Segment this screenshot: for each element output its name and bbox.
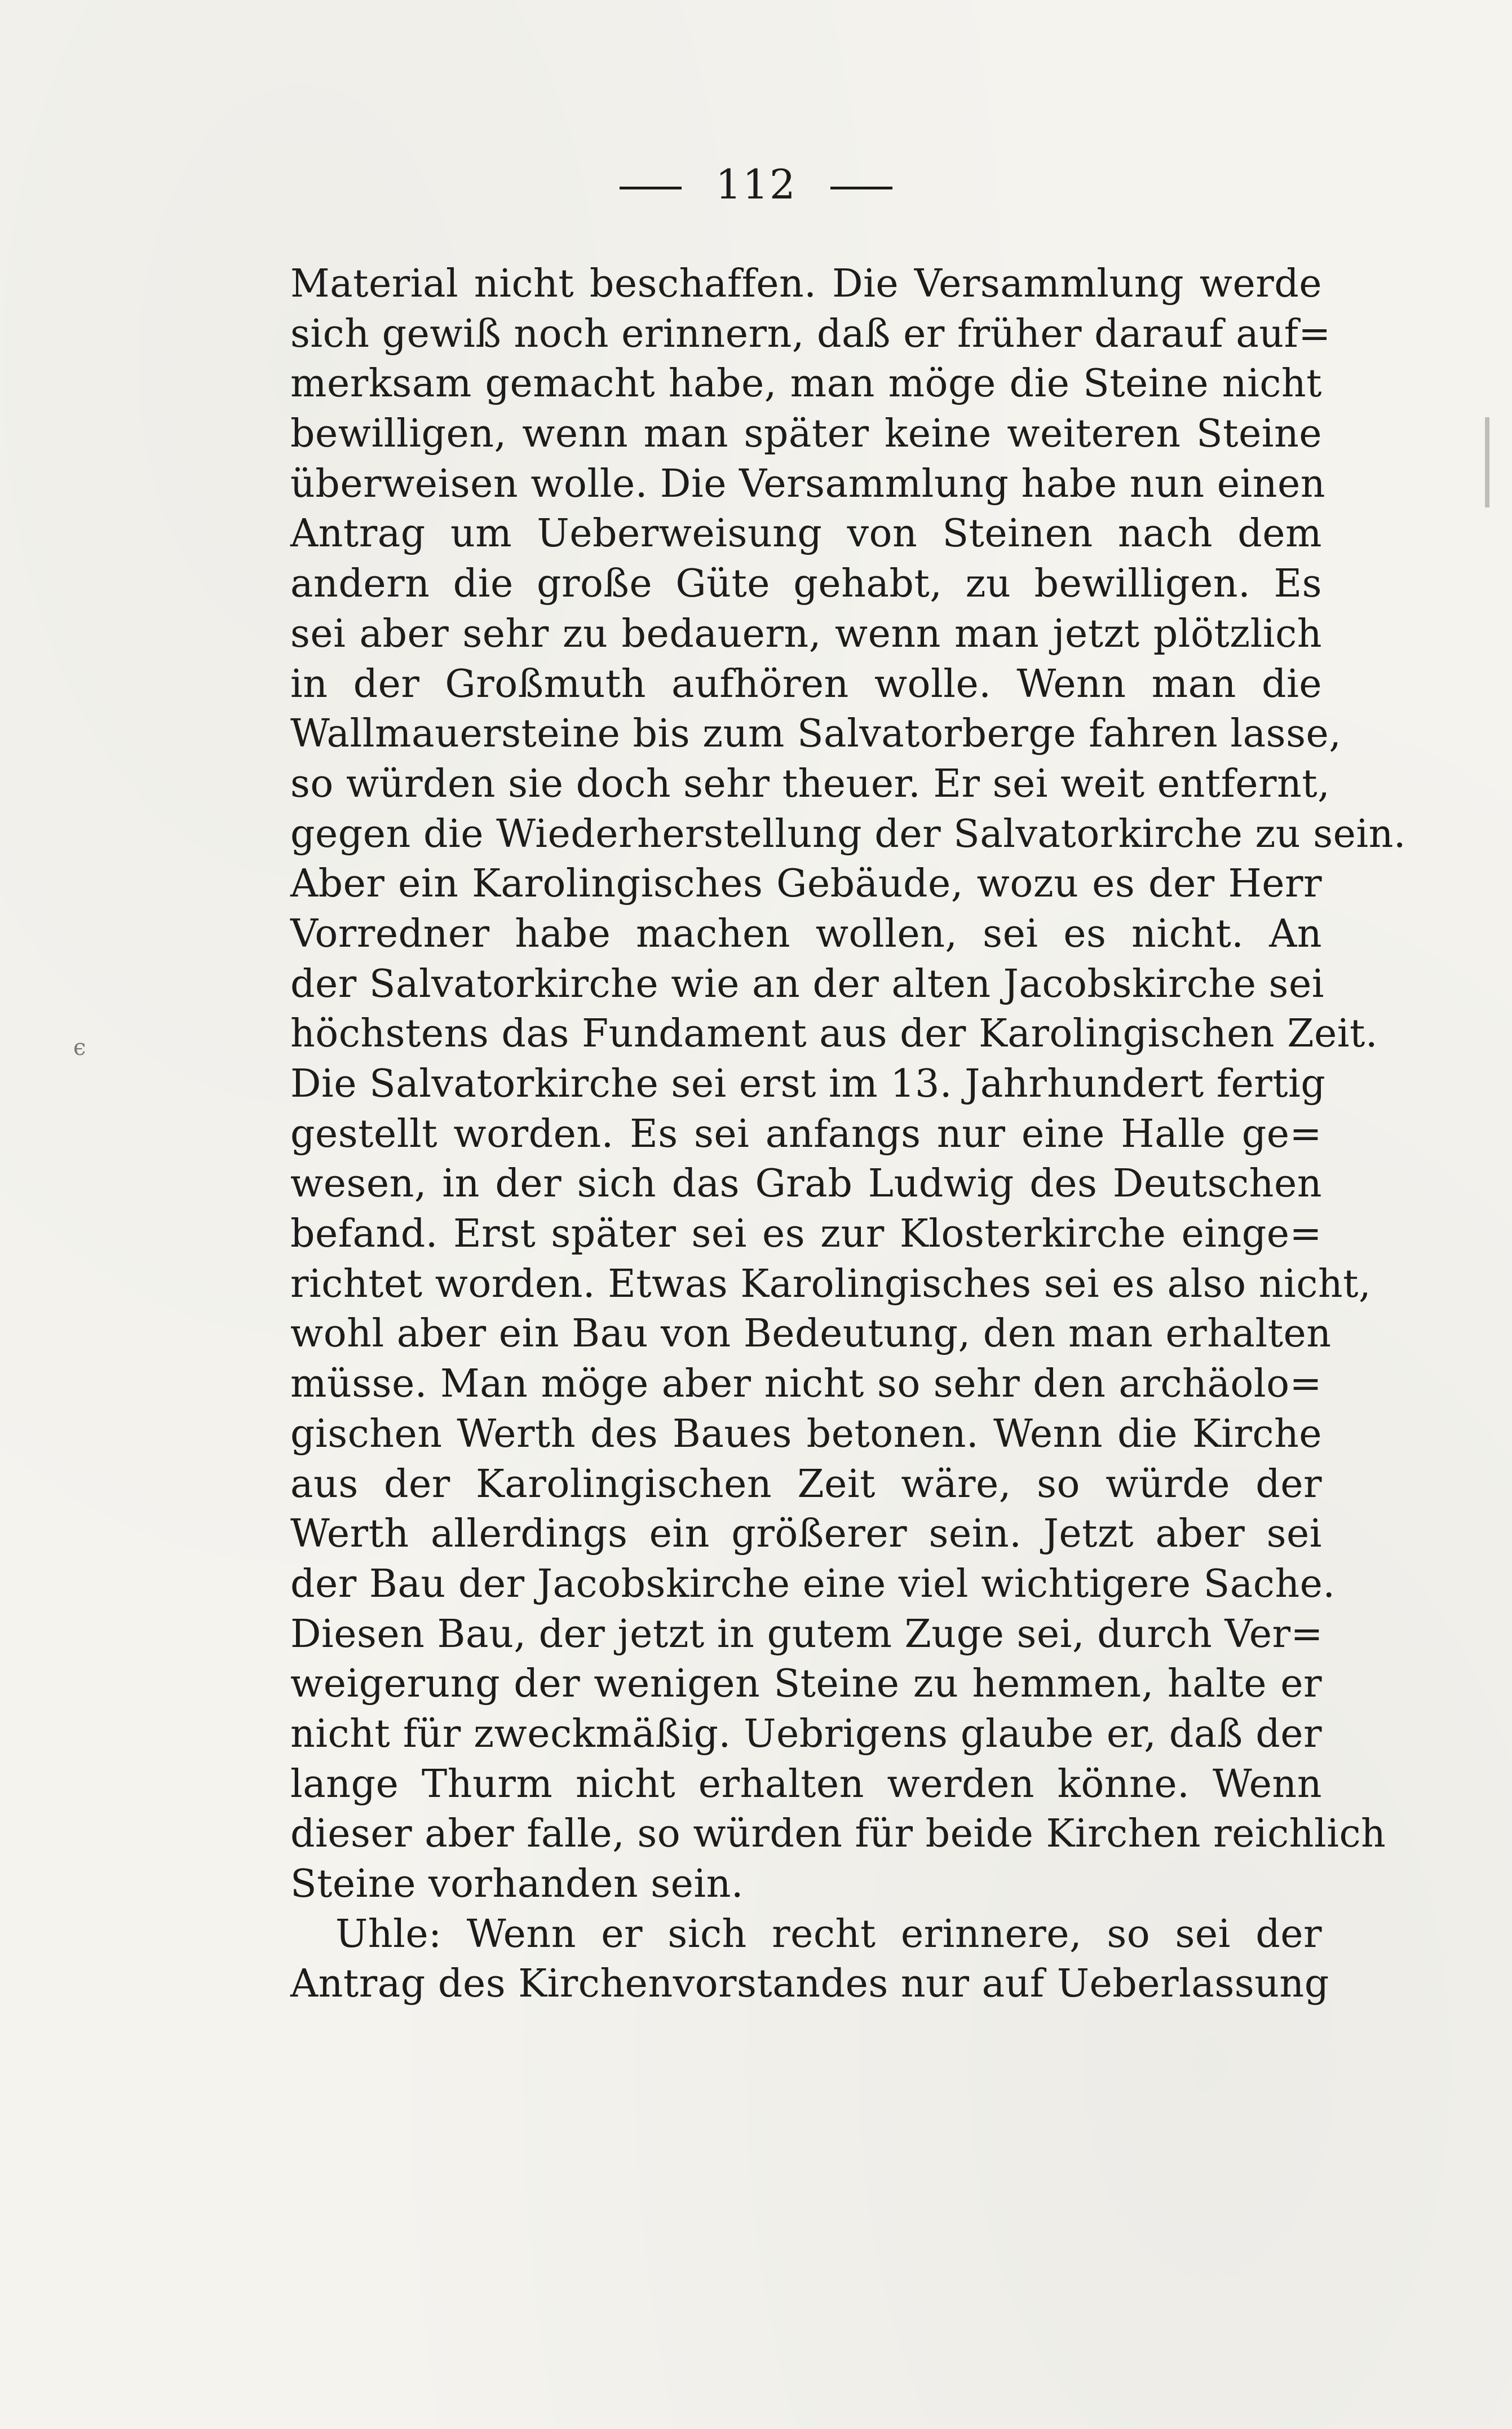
text-line: Werth allerdings ein größerer sein. Jetzt aber sei xyxy=(290,1512,1322,1557)
text-line: wesen, in der sich das Grab Ludwig des Deutschen xyxy=(290,1161,1322,1207)
text-line: Vorredner habe machen wollen, sei es nicht. An xyxy=(290,911,1322,956)
text-line: Material nicht beschaffen. Die Versammlung werde xyxy=(290,262,1322,306)
left-dash xyxy=(620,187,682,189)
right-dash xyxy=(830,187,892,189)
text-line: aus der Karolingischen Zeit wäre, so würde der xyxy=(290,1461,1322,1507)
text-line: in der Großmuth aufhören wolle. Wenn man die xyxy=(290,661,1322,706)
text-line: lange Thurm nicht erhalten werden könne. Wenn xyxy=(290,1761,1322,1807)
text-line: sich gewiß noch erinnern, daß er früher darauf auf= xyxy=(290,311,1331,356)
text-line: überweisen wolle. Die Versammlung habe nun einen xyxy=(290,461,1326,506)
body-text xyxy=(290,259,1407,2010)
text-line: gestellt worden. Es sei anfangs nur eine Halle ge= xyxy=(290,1111,1322,1156)
text-line: Uhle: Wenn er sich recht erinnere, so sei der xyxy=(335,1911,1322,1957)
text-line: der Bau der Jacobskirche eine viel wichtigere Sache. xyxy=(290,1561,1336,1606)
text-line: höchstens das Fundament aus der Karolingischen Zeit. xyxy=(290,1012,1378,1057)
page-number xyxy=(0,161,1512,208)
margin-mark: є xyxy=(73,1035,86,1061)
text-line: Steine vorhanden sein. xyxy=(290,1862,744,1906)
text-line: sei aber sehr zu bedauern, wenn man jetzt plötzlich xyxy=(290,611,1322,656)
text-line: der Salvatorkirche wie an der alten Jacobskirche sei xyxy=(290,961,1324,1006)
text-line: andern die große Güte gehabt, zu bewilligen. Es xyxy=(290,562,1322,607)
text-line: Antrag um Ueberweisung von Steinen nach dem xyxy=(290,511,1322,557)
text-line: Antrag des Kirchenvorstandes nur auf Ueberlassung xyxy=(290,1962,1329,2007)
text-line: merksam gemacht habe, man möge die Steine nicht xyxy=(290,361,1322,407)
page-number-value: 112 xyxy=(715,161,797,208)
text-line: so würden sie doch sehr theuer. Er sei weit entfernt, xyxy=(290,761,1330,806)
text-line: müsse. Man möge aber nicht so sehr den archäolo= xyxy=(290,1362,1322,1407)
text-line: Die Salvatorkirche sei erst im 13. Jahrhundert fertig xyxy=(290,1062,1326,1106)
text-line: Diesen Bau, der jetzt in gutem Zuge sei, durch Ver= xyxy=(290,1611,1324,1657)
text-line: gischen Werth des Baues betonen. Wenn die Kirche xyxy=(290,1411,1322,1456)
text-line: wohl aber ein Bau von Bedeutung, den man erhalten xyxy=(290,1311,1332,1357)
text-line: Aber ein Karolingisches Gebäude, wozu es der Herr xyxy=(290,862,1322,907)
edge-mark xyxy=(1485,417,1489,507)
text-line: weigerung der wenigen Steine zu hemmen, halte er xyxy=(290,1662,1322,1707)
text-line: nicht für zweckmäßig. Uebrigens glaube er, daß der xyxy=(290,1711,1322,1756)
text-line: dieser aber falle, so würden für beide Kirchen reichlich xyxy=(290,1812,1386,1857)
text-line: bewilligen, wenn man später keine weiteren Steine xyxy=(290,412,1322,457)
text-line: befand. Erst später sei es zur Klosterkirche einge= xyxy=(290,1212,1322,1257)
text-line: Wallmauersteine bis zum Salvatorberge fahren lasse, xyxy=(290,712,1342,757)
text-line: richtet worden. Etwas Karolingisches sei es also nicht, xyxy=(290,1261,1372,1306)
text-line: gegen die Wiederherstellung der Salvatorkirche zu sein. xyxy=(290,811,1407,856)
